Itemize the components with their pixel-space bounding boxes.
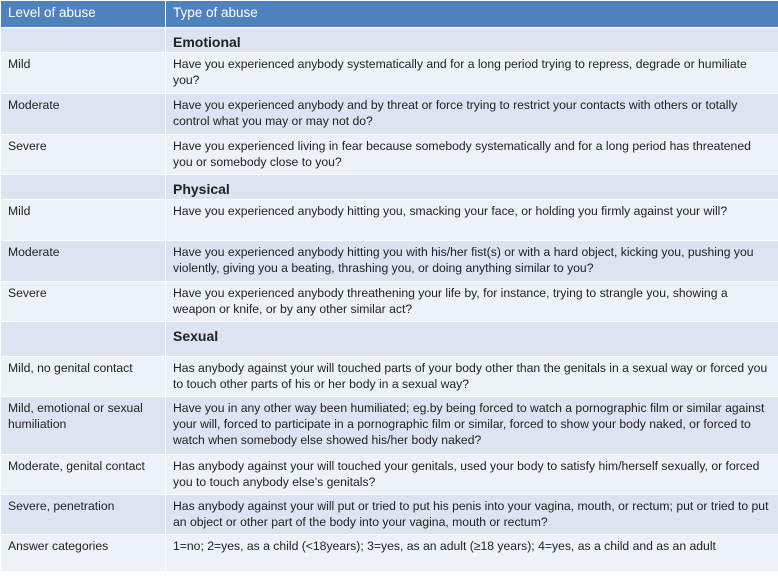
section-row [1,322,778,357]
level-cell: Answer categories [1,535,166,572]
type-cell: Has anybody against your will touched parts of your body other than the genitals in a sexual way or forced you to touch other parts of his or her body in a sexual way? [166,357,778,397]
section-row [1,175,778,200]
header-level: Level of abuse [1,1,166,28]
type-cell: Have you experienced anybody threathening your life by, for instance, trying to strangle you, showing a weapon or knife, or by any other similar act? [166,282,778,322]
level-cell: Mild, no genital contact [1,357,166,397]
section-label: Emotional [166,28,778,53]
level-cell: Mild, emotional or sexual humiliation [1,397,166,455]
level-cell: Mild [1,53,166,94]
header-type: Type of abuse [166,1,778,28]
level-cell: Moderate [1,94,166,135]
level-cell: Mild [1,200,166,241]
type-cell: Have you in any other way been humiliated; eg.by being forced to watch a pornographic film or similar against your will, forced to participate in a pornographic film or similar, forced to show your body naked, or forced to watch when somebody else showed his/her body naked? [166,397,778,455]
table-row [1,282,778,322]
type-cell: Have you experienced anybody hitting you with his/her fist(s) or with a hard object, kicking you, pushing you violently, giving you a beating, thrashing you, or doing anything similar to you? [166,241,778,282]
type-cell: Have you experienced anybody systematically and for a long period trying to repress, degrade or humiliate you? [166,53,778,94]
type-cell: Have you experienced anybody hitting you, smacking your face, or holding you firmly against your will? [166,200,778,241]
level-cell: Severe [1,282,166,322]
table-row [1,241,778,282]
table-row [1,94,778,135]
table-row [1,495,778,535]
level-cell: Severe, penetration [1,495,166,535]
type-cell: Has anybody against your will touched your genitals, used your body to satisfy him/herself sexually, or forced you to touch anybody else’s genitals? [166,455,778,495]
type-cell: Have you experienced living in fear because somebody systematically and for a long period has threatened you or somebody close to you? [166,135,778,175]
section-label: Physical [166,175,778,200]
table-row [1,53,778,94]
table-row [1,455,778,495]
level-cell: Moderate [1,241,166,282]
type-cell: 1=no; 2=yes, as a child (<18years); 3=yes, as an adult (≥18 years); 4=yes, as a child and as an adult [166,535,778,572]
type-cell: Has anybody against your will put or tried to put his penis into your vagina, mouth, or rectum; put or tried to put an object or other part of the body into your vagina, mouth or rectum? [166,495,778,535]
section-label: Sexual [166,322,778,357]
level-cell: Severe [1,135,166,175]
table-row [1,135,778,175]
type-cell: Have you experienced anybody and by threat or force trying to restrict your contacts with others or totally control what you may or may not do? [166,94,778,135]
table-row [1,200,778,241]
header-row [1,1,778,28]
table-row [1,357,778,397]
table-row [1,397,778,455]
section-row [1,28,778,53]
level-cell: Moderate, genital contact [1,455,166,495]
table-row [1,535,778,572]
